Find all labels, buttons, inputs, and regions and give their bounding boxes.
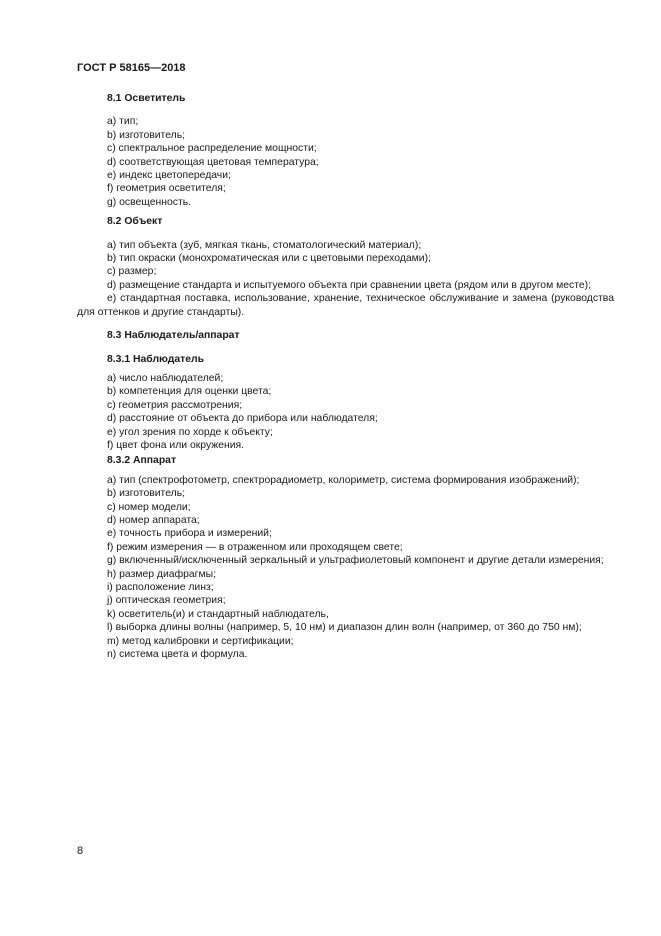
list-item: e) стандартная поставка, использование, хранение, техническое обслуживание и замена (руководства для оттенков и другие стандарты). xyxy=(77,293,614,318)
list-8-3-1 xyxy=(77,372,614,452)
section-heading-8-3: 8.3 Наблюдатель/аппарат xyxy=(107,330,240,342)
section-heading-8-2: 8.2 Объект xyxy=(107,216,163,228)
list-item: a) тип объекта (зуб, мягкая ткань, стоматологический материал); xyxy=(107,239,422,251)
list-item: e) точность прибора и измерений; xyxy=(107,528,272,540)
list-item: f) режим измерения — в отраженном или проходящем свете; xyxy=(107,541,403,553)
list-item: c) геометрия рассмотрения; xyxy=(107,399,243,411)
section-heading-8-3-2: 8.3.2 Аппарат xyxy=(107,455,177,467)
list-item: e) индекс цветопередачи; xyxy=(107,170,231,182)
list-item: l) выборка длины волны (например, 5, 10 нм) и диапазон длин волн (например, от 360 до 750 нм); xyxy=(107,622,582,634)
list-item: c) номер модели; xyxy=(107,501,191,513)
list-item: b) компетенция для оценки цвета; xyxy=(107,386,272,398)
list-item: g) освещенность. xyxy=(107,196,192,208)
list-item: i) расположение линз; xyxy=(107,582,214,593)
list-item: k) осветитель(и) и стандартный наблюдатель, xyxy=(107,608,329,620)
list-item: b) изготовитель; xyxy=(107,129,185,141)
list-8-2 xyxy=(77,239,614,319)
list-item: a) тип (спектрофотометр, спектрорадиометр, колориметр, система формирования изображений); xyxy=(107,474,580,486)
list-item: b) тип окраски (монохроматическая или с цветовыми переходами); xyxy=(107,253,431,265)
document-body xyxy=(77,92,614,661)
list-8-3-2 xyxy=(77,474,614,662)
list-item: g) включенный/исключенный зеркальный и ультрафиолетовый компонент и другие детали измерения; xyxy=(107,555,604,567)
list-item: d) размещение стандарта и испытуемого объекта при сравнении цвета (рядом или в другом месте); xyxy=(107,279,591,291)
section-heading-8-1: 8.1 Осветитель xyxy=(107,93,186,104)
document-header: ГОСТ Р 58165—2018 xyxy=(77,62,186,74)
list-item: j) оптическая геометрия; xyxy=(107,595,226,607)
list-item: a) число наблюдателей; xyxy=(107,372,224,384)
list-item: n) система цвета и формула. xyxy=(107,649,248,661)
list-item: d) номер аппарата; xyxy=(107,514,200,526)
list-8-1 xyxy=(77,115,614,209)
list-item: d) соответствующая цветовая температура; xyxy=(107,156,319,168)
list-item: d) расстояние от объекта до прибора или наблюдателя; xyxy=(107,413,378,425)
list-item: a) тип; xyxy=(107,116,139,128)
section-heading-8-3-1: 8.3.1 Наблюдатель xyxy=(107,353,205,365)
list-item: c) спектральное распределение мощности; xyxy=(107,143,317,155)
list-item: c) размер; xyxy=(107,266,157,278)
list-item: m) метод калибровки и сертификации; xyxy=(107,635,294,647)
page-number: 8 xyxy=(77,845,84,857)
list-item: e) угол зрения по хорде к объекту; xyxy=(107,426,273,438)
list-item: f) цвет фона или окружения. xyxy=(107,439,245,451)
list-item: f) геометрия осветителя; xyxy=(107,183,226,195)
list-item: b) изготовитель; xyxy=(107,488,185,500)
list-item: h) размер диафрагмы; xyxy=(107,568,216,580)
